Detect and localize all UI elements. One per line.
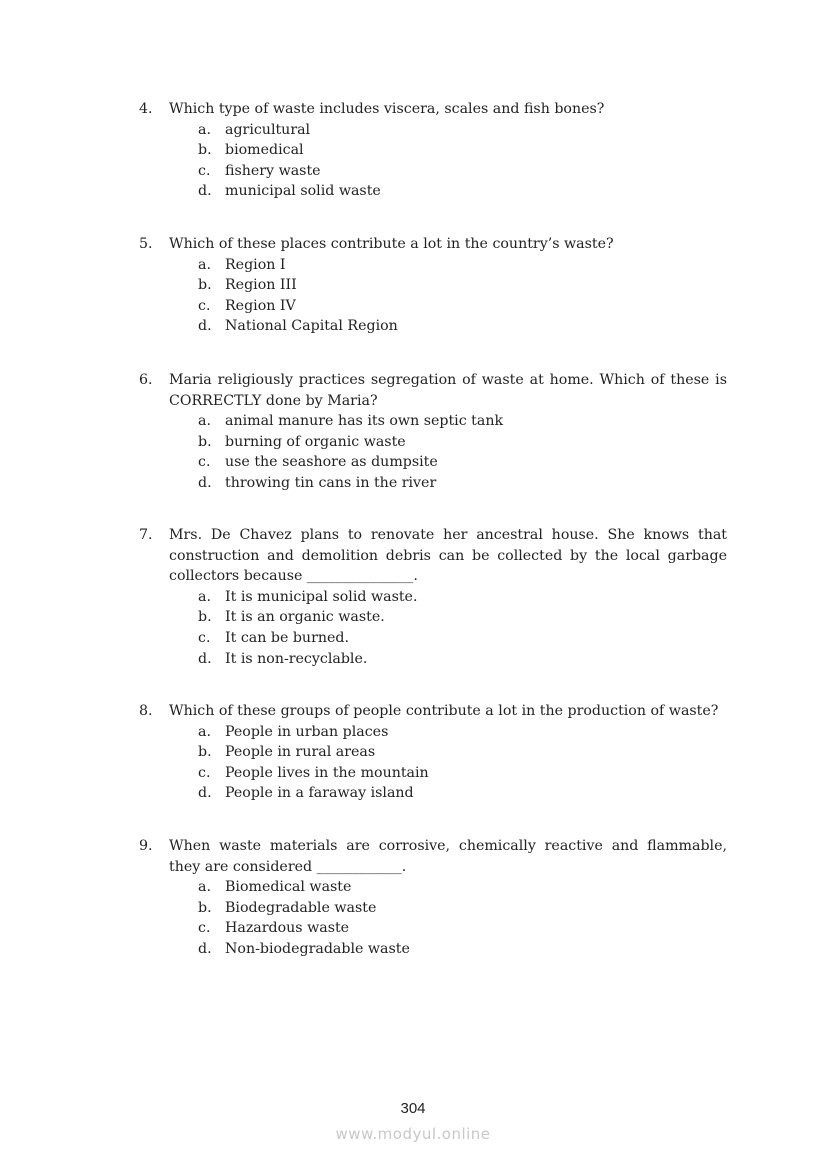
question-stem <box>139 370 727 411</box>
option-letter: d. <box>198 650 212 667</box>
question <box>139 836 727 960</box>
option-text: Biomedical waste <box>225 879 352 896</box>
option-text: Non-biodegradable waste <box>225 940 410 957</box>
option-text: biomedical <box>225 142 304 159</box>
option-text: People in rural areas <box>225 744 376 761</box>
option-text: People in a faraway island <box>225 785 414 802</box>
answer-option <box>139 316 727 337</box>
option-text: burning of organic waste <box>225 433 406 450</box>
option-letter: d. <box>198 318 212 335</box>
question-stem <box>139 701 727 722</box>
option-letter: b. <box>198 433 212 450</box>
answer-option <box>139 898 727 919</box>
answer-option <box>139 452 727 473</box>
option-letter: a. <box>198 121 211 138</box>
answer-option <box>139 763 727 784</box>
option-letter: c. <box>198 162 211 179</box>
option-text: It is municipal solid waste. <box>225 588 418 605</box>
answer-option <box>139 411 727 432</box>
question <box>139 701 727 804</box>
option-text: Region III <box>225 277 297 294</box>
answer-option <box>139 140 727 161</box>
question-text: Which type of waste includes viscera, scales and fish bones? <box>169 101 605 117</box>
option-text: Region IV <box>225 297 296 314</box>
option-letter: a. <box>198 879 211 896</box>
question-number: 4. <box>139 101 153 117</box>
option-text: fishery waste <box>225 162 321 179</box>
option-letter: c. <box>198 920 211 937</box>
question-text: Maria religiously practices segregation of waste at home. Which of these is CORRECTLY done by Maria? <box>169 372 727 409</box>
answer-option <box>139 607 727 628</box>
answer-option <box>139 181 727 202</box>
question-number: 8. <box>139 703 153 719</box>
option-letter: d. <box>198 183 212 200</box>
option-text: throwing tin cans in the river <box>225 474 437 491</box>
answer-option <box>139 275 727 296</box>
question <box>139 99 727 202</box>
answer-option <box>139 722 727 743</box>
option-text: People lives in the mountain <box>225 764 429 781</box>
answer-option <box>139 918 727 939</box>
option-text: Hazardous waste <box>225 920 350 937</box>
answer-option <box>139 473 727 494</box>
option-letter: b. <box>198 899 212 916</box>
option-text: Region I <box>225 256 286 273</box>
question <box>139 525 727 669</box>
option-text: municipal solid waste <box>225 183 381 200</box>
answer-option <box>139 742 727 763</box>
answer-option <box>139 161 727 182</box>
option-text: animal manure has its own septic tank <box>225 413 504 430</box>
option-letter: c. <box>198 454 211 471</box>
answer-option <box>139 877 727 898</box>
option-text: use the seashore as dumpsite <box>225 454 438 471</box>
question-stem <box>139 99 727 120</box>
question-text: Which of these groups of people contribute a lot in the production of waste? <box>169 703 719 719</box>
question-number: 7. <box>139 527 153 543</box>
question-text: When waste materials are corrosive, chemically reactive and flammable, they are considered ____________. <box>169 838 727 875</box>
question-text: Mrs. De Chavez plans to renovate her ancestral house. She knows that construction and demolition debris can be collected by the local garbage collectors because _______________. <box>169 527 727 585</box>
answer-option <box>139 296 727 317</box>
answer-option <box>139 783 727 804</box>
option-letter: d. <box>198 785 212 802</box>
question <box>139 234 727 337</box>
answer-option <box>139 628 727 649</box>
watermark: www.modyul.online <box>335 1125 491 1143</box>
question <box>139 370 727 494</box>
question-number: 6. <box>139 372 153 388</box>
option-text: People in urban places <box>225 723 389 740</box>
option-letter: d. <box>198 474 212 491</box>
option-text: National Capital Region <box>225 318 398 335</box>
option-letter: b. <box>198 277 212 294</box>
option-text: It can be burned. <box>225 629 349 646</box>
question-stem <box>139 836 727 877</box>
question-stem <box>139 525 727 587</box>
question-text: Which of these places contribute a lot in the country’s waste? <box>169 236 614 252</box>
option-letter: b. <box>198 609 212 626</box>
answer-option <box>139 432 727 453</box>
option-text: It is non-recyclable. <box>225 650 368 667</box>
option-letter: c. <box>198 297 211 314</box>
option-text: It is an organic waste. <box>225 609 385 626</box>
option-letter: a. <box>198 588 211 605</box>
question-number: 9. <box>139 838 153 854</box>
answer-option <box>139 255 727 276</box>
option-letter: c. <box>198 629 211 646</box>
option-letter: b. <box>198 744 212 761</box>
option-letter: a. <box>198 413 211 430</box>
question-number: 5. <box>139 236 153 252</box>
option-text: Biodegradable waste <box>225 899 377 916</box>
page-number: 304 <box>400 1100 426 1117</box>
option-letter: a. <box>198 256 211 273</box>
option-letter: b. <box>198 142 212 159</box>
option-letter: d. <box>198 940 212 957</box>
question-stem <box>139 234 727 255</box>
option-letter: a. <box>198 723 211 740</box>
answer-option <box>139 939 727 960</box>
option-letter: c. <box>198 764 211 781</box>
answer-option <box>139 649 727 670</box>
option-text: agricultural <box>225 121 311 138</box>
answer-option <box>139 120 727 141</box>
answer-option <box>139 587 727 608</box>
